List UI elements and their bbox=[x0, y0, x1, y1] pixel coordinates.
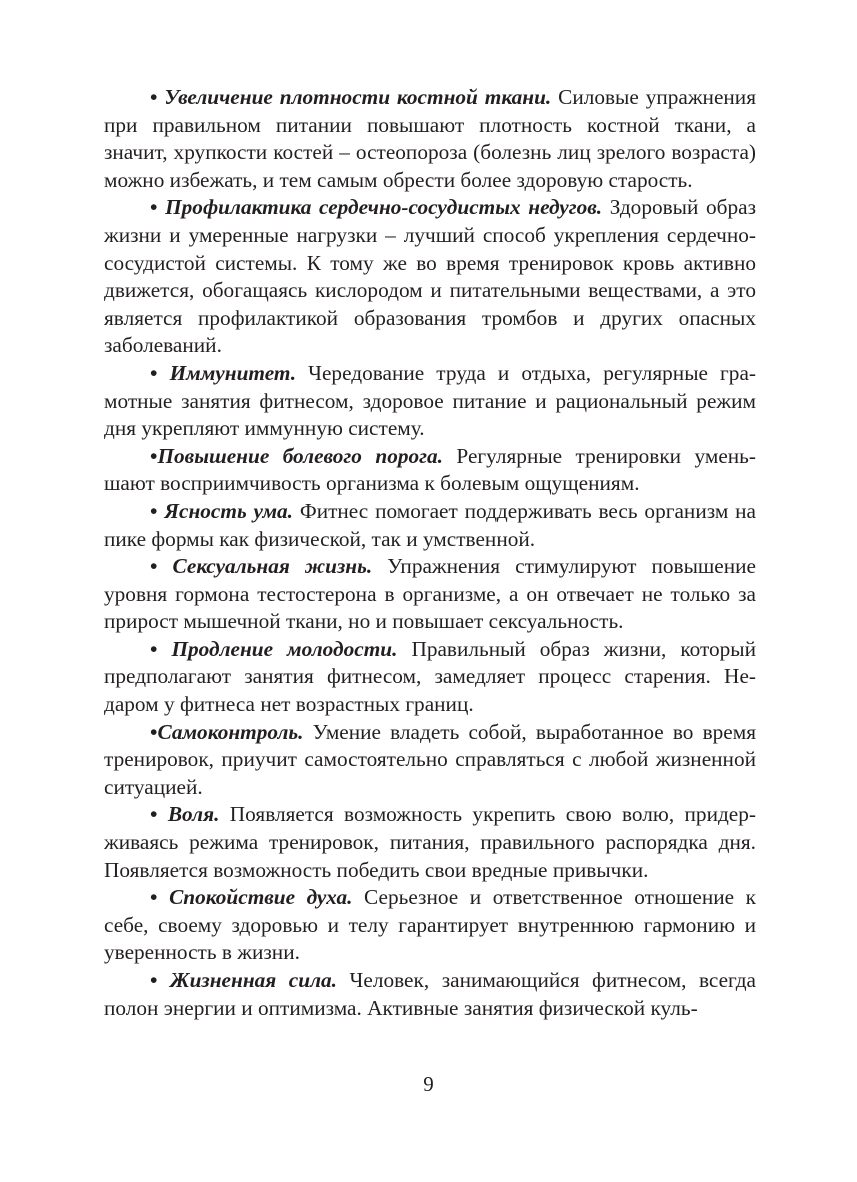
item-text: Человек, занимающийся фитнесом, всегда полон энергии и оптимизма. Активные занятия физической куль- bbox=[104, 968, 757, 1020]
bullet-icon: • bbox=[150, 885, 158, 910]
bullet-icon: • bbox=[150, 195, 158, 220]
bullet-icon: • bbox=[150, 968, 158, 992]
bullet-icon: • bbox=[150, 636, 158, 661]
item-text: Регулярные тренировки уменьшают восприимчивость организма к болевым ощущениям. bbox=[104, 443, 756, 496]
list-item bbox=[104, 84, 756, 194]
item-text: Здоровый образ жизни и умеренные нагрузки – лучший способ укрепления сердечно-сосудистой системы. К тому же во время тренировок кровь активно движется, обогащаясь кислородом и питательными веществами, а это является профилактикой образования тромбов и других опасных заболеваний. bbox=[104, 195, 756, 358]
item-text: Правильный образ жизни, который предполагают занятия фитнесом, замедляет процесс старения. Недаром у фитнеса нет возрастных границ. bbox=[104, 636, 757, 717]
list-item bbox=[104, 553, 756, 636]
item-term: Профилактика сердечно-сосудистых недугов. bbox=[165, 195, 603, 220]
body-text bbox=[104, 84, 756, 1022]
page-number: 9 bbox=[423, 1072, 434, 1096]
list-item bbox=[104, 443, 756, 498]
list-item bbox=[104, 194, 756, 360]
item-term: Иммунитет. bbox=[169, 360, 297, 385]
item-text: Серьезное и ответственное отношение к себе, своему здоровью и телу гарантирует внутреннюю гармонию и уверенность в жизни. bbox=[104, 885, 757, 965]
item-term: Воля. bbox=[167, 802, 220, 827]
bullet-icon: • bbox=[150, 498, 158, 523]
list-item bbox=[104, 719, 756, 802]
bullet-icon: • bbox=[150, 360, 158, 385]
item-term: Сексуальная жизнь. bbox=[172, 554, 373, 579]
bullet-icon: • bbox=[150, 85, 158, 109]
item-term: Самоконтроль. bbox=[157, 719, 304, 744]
item-term: Продление молодости. bbox=[171, 636, 398, 661]
item-term: Повышение болевого порога. bbox=[157, 443, 443, 468]
item-term: Спокойствие духа. bbox=[169, 885, 353, 910]
bullet-icon: • bbox=[150, 719, 158, 744]
item-term: Ясность ума. bbox=[164, 498, 294, 523]
list-item bbox=[104, 967, 756, 1022]
bullet-icon: • bbox=[150, 802, 158, 827]
bullet-icon: • bbox=[150, 554, 158, 579]
item-text: Упражнения стимулируют повышение уровня гормона тестостерона в организме, а он отвечает не только за прирост мышечной ткани, но и повышает сексуальность. bbox=[104, 554, 756, 634]
list-item bbox=[104, 636, 756, 719]
item-text: Появляется возможность укрепить свою волю, придерживаясь режима тренировок, питания, правильного распорядка дня. Появляется возможность победить свои вредные привычки. bbox=[104, 802, 756, 882]
list-item bbox=[104, 801, 756, 884]
item-text: Чередование труда и отдыха, регулярные грамотные занятия фитнесом, здоровое питание и рациональный режим дня укрепляют иммунную систему. bbox=[104, 360, 756, 441]
item-text: Умение владеть собой, выработанное во время тренировок, приучит самостоятельно справляться с любой жизненной ситуацией. bbox=[104, 719, 756, 799]
item-text: Силовые упражнения при правильном питании повышают плотность костной ткани, а значит, хрупкости костей – остеопороза (болезнь лиц зрелого возраста) можно избежать, и тем самым обрести более здоровую старость. bbox=[104, 85, 756, 192]
list-item bbox=[104, 498, 756, 553]
list-item bbox=[104, 360, 756, 443]
bullet-icon: • bbox=[150, 443, 158, 468]
item-term: Увеличение плотности костной ткани. bbox=[164, 85, 552, 109]
list-item bbox=[104, 884, 756, 967]
item-text: Фитнес помогает поддерживать весь организм на пике формы как физической, так и умственной. bbox=[104, 498, 756, 551]
item-term: Жизненная сила. bbox=[170, 968, 337, 992]
